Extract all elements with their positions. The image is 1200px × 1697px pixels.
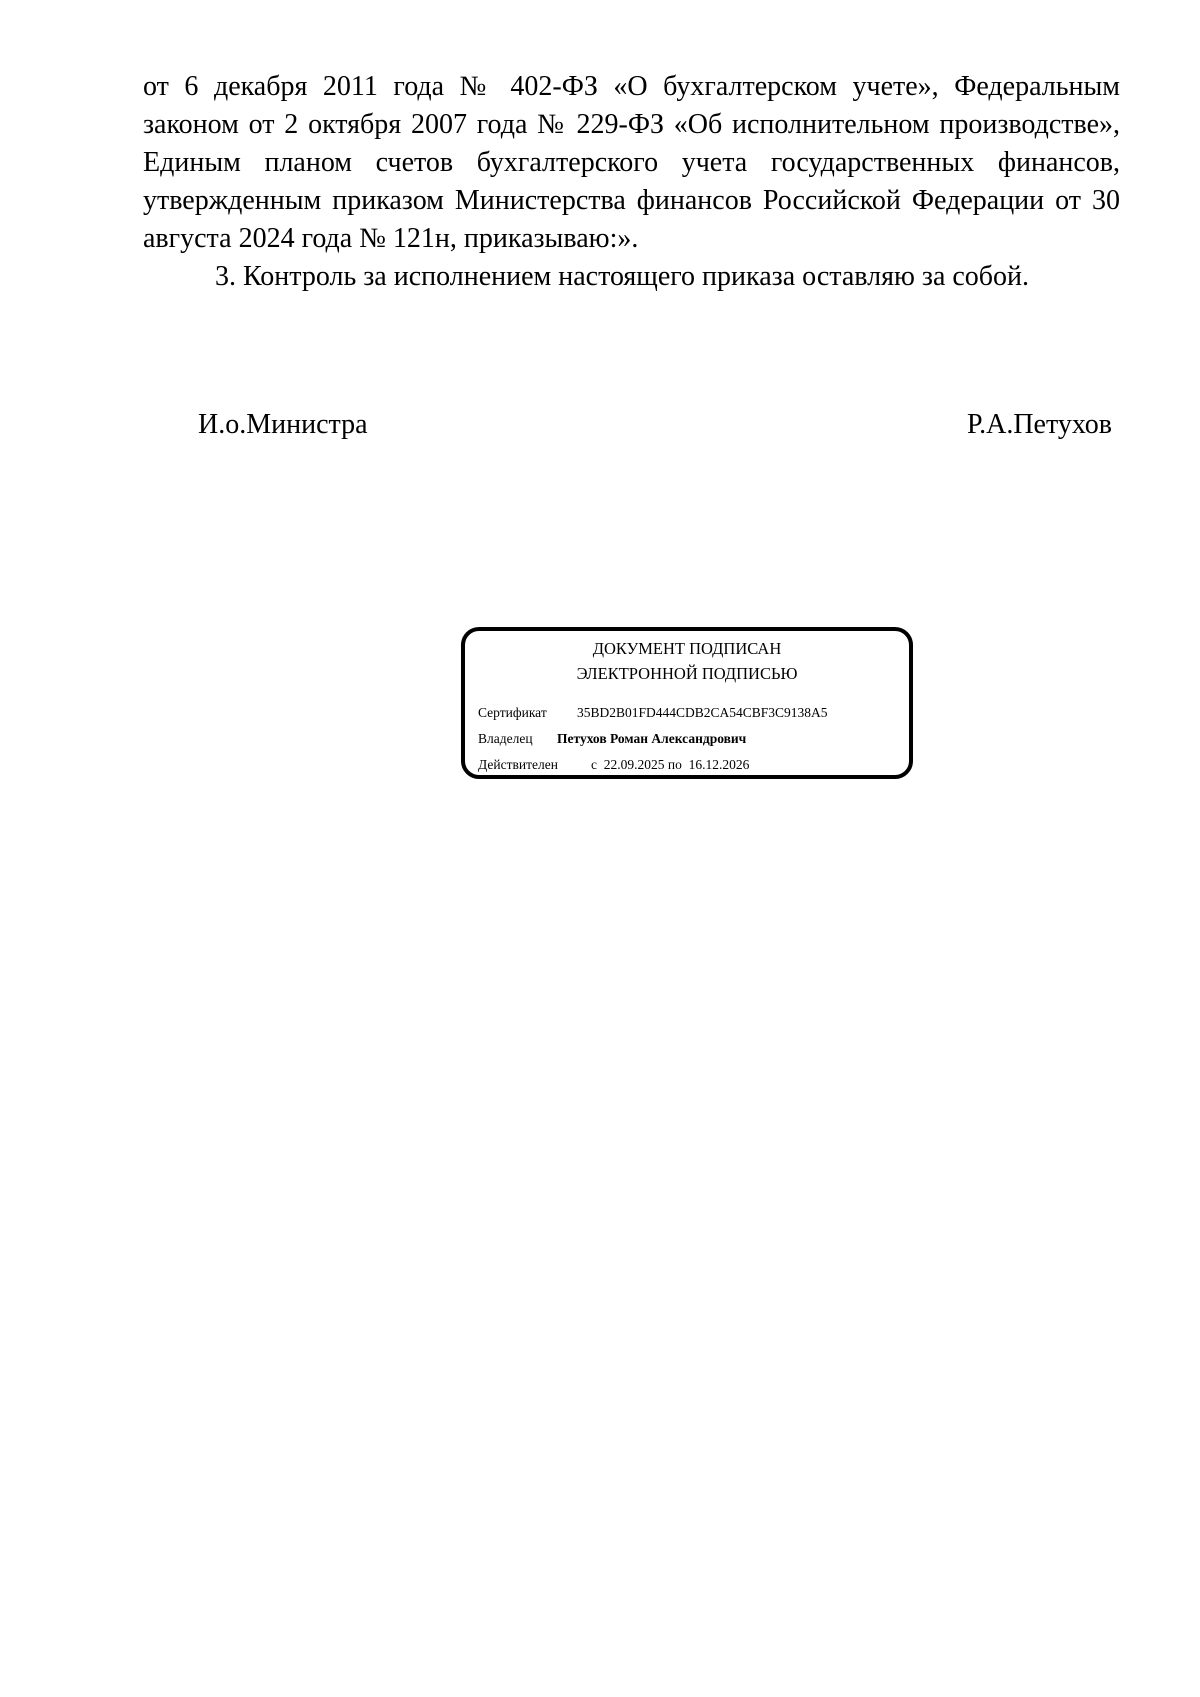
stamp-validity-value: с 22.09.2025 по 16.12.2026 — [591, 757, 750, 772]
stamp-validity-row — [478, 755, 749, 775]
stamp-owner-value: Петухов Роман Александрович — [557, 731, 747, 746]
signatory-name: Р.А.Петухов — [967, 409, 1112, 440]
stamp-owner-row — [478, 729, 746, 749]
stamp-owner-label: Владелец — [478, 731, 533, 746]
electronic-signature-stamp — [461, 627, 913, 779]
stamp-certificate-label: Сертификат — [478, 705, 547, 720]
stamp-certificate-value: 35BD2B01FD444CDB2CA54CBF3C9138A5 — [577, 705, 828, 720]
document-body — [143, 68, 1120, 296]
stamp-title-line-2: ЭЛЕКТРОННОЙ ПОДПИСЬЮ — [576, 664, 798, 683]
paragraph-item-3: 3. Контроль за исполнением настоящего приказа оставляю за собой. — [215, 261, 1030, 292]
paragraph-continuation: от 6 декабря 2011 года № 402-ФЗ «О бухгалтерском учете», Федеральным законом от 2 октября 2007 года № 229-ФЗ «Об исполнительном производстве», Единым планом счетов бухгалтерского учета государственных финансов, утвержденным приказом Министерства финансов Российской Федерации от 30 августа 2024 года № 121н, приказываю:». — [143, 71, 1120, 254]
stamp-validity-label: Действителен — [478, 757, 558, 772]
signatory-position: И.о.Министра — [198, 409, 368, 440]
stamp-title-line-1: ДОКУМЕНТ ПОДПИСАН — [592, 639, 782, 658]
stamp-certificate-row — [478, 703, 828, 723]
